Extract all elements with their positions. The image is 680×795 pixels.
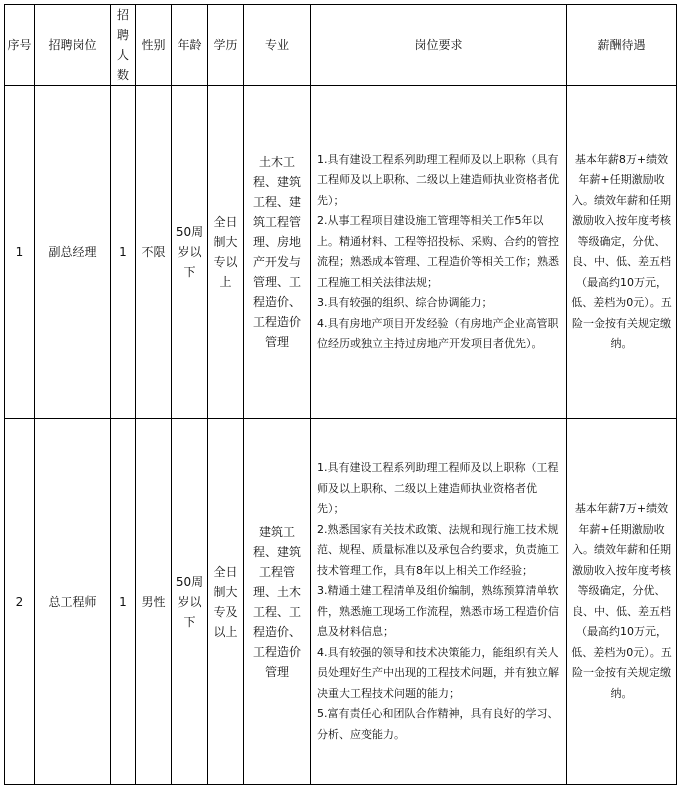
cell-position: 副总经理 [35, 86, 111, 419]
cell-requirements [311, 86, 567, 419]
cell-major: 建筑工程、建筑工程管理、土木工程、工程造价、工程造价管理 [244, 419, 311, 785]
cell-seq: 1 [5, 86, 35, 419]
cell-count: 1 [111, 86, 136, 419]
requirement-item: 3.具有较强的组织、综合协调能力； [317, 296, 493, 309]
requirement-item: 5.富有责任心和团队合作精神，具有良好的学习、分析、应变能力。 [317, 707, 559, 741]
header-requirements: 岗位要求 [311, 5, 567, 86]
table-row [5, 419, 677, 785]
cell-age: 50周岁以下 [172, 419, 208, 785]
cell-gender: 男性 [136, 419, 172, 785]
cell-education: 全日制大专以上 [208, 86, 244, 419]
table-row [5, 86, 677, 419]
header-salary: 薪酬待遇 [567, 5, 677, 86]
requirement-item: 1.具有建设工程系列助理工程师及以上职称（工程师及以上职称、二级以上建造师执业资格者优先）； [317, 461, 559, 515]
cell-major: 土木工程、建筑工程、建筑工程管理、房地产开发与管理、工程造价、工程造价管理 [244, 86, 311, 419]
header-position: 招聘岗位 [35, 5, 111, 86]
requirement-item: 2.熟悉国家有关技术政策、法规和现行施工技术规范、规程、质量标准以及承包合约要求，负责施工技术管理工作，具有8年以上相关工作经验； [317, 522, 559, 577]
cell-education: 全日制大专及以上 [208, 419, 244, 785]
header-count: 招聘人数 [111, 5, 136, 86]
header-education: 学历 [208, 5, 244, 86]
header-row [5, 5, 677, 86]
header-seq: 序号 [5, 5, 35, 86]
cell-position: 总工程师 [35, 419, 111, 785]
header-gender: 性别 [136, 5, 172, 86]
requirement-item: 1.具有建设工程系列助理工程师及以上职称（具有工程师及以上职称、二级以上建造师执业资格者优先）； [317, 152, 559, 207]
cell-gender: 不限 [136, 86, 172, 419]
cell-age: 50周岁以下 [172, 86, 208, 419]
recruitment-table [4, 4, 677, 785]
requirement-item: 3.精通土建工程清单及组价编制，熟练预算清单软件，熟悉施工现场工作流程，熟悉市场工程造价信息及材料信息； [317, 584, 559, 638]
cell-salary: 基本年薪8万+绩效年薪+任期激励收入。绩效年薪和任期激励收入按年度考核等级确定，分优、良、中、低、差五档（最高约10万元，低、差档为0元）。五险一金按有关规定缴纳。 [567, 86, 677, 419]
requirement-item: 2.从事工程项目建设施工管理等相关工作5年以上。精通材料、工程等招投标、采购、合约的管控流程；熟悉成本管理、工程造价等相关工作；熟悉工程施工相关法律法规； [317, 214, 559, 289]
header-major: 专业 [244, 5, 311, 86]
cell-count: 1 [111, 419, 136, 785]
requirement-item: 4.具有房地产项目开发经验（有房地产企业高管职位经历或独立主持过房地产开发项目者优先）。 [317, 316, 559, 350]
cell-seq: 2 [5, 419, 35, 785]
requirement-item: 4.具有较强的领导和技术决策能力，能组织有关人员处理好生产中出现的工程技术问题，并有独立解决重大工程技术问题的能力； [317, 645, 559, 700]
header-age: 年龄 [172, 5, 208, 86]
cell-requirements [311, 419, 567, 785]
cell-salary: 基本年薪7万+绩效年薪+任期激励收入。绩效年薪和任期激励收入按年度考核等级确定，分优、良、中、低、差五档（最高约10万元，低、差档为0元）。五险一金按有关规定缴纳。 [567, 419, 677, 785]
